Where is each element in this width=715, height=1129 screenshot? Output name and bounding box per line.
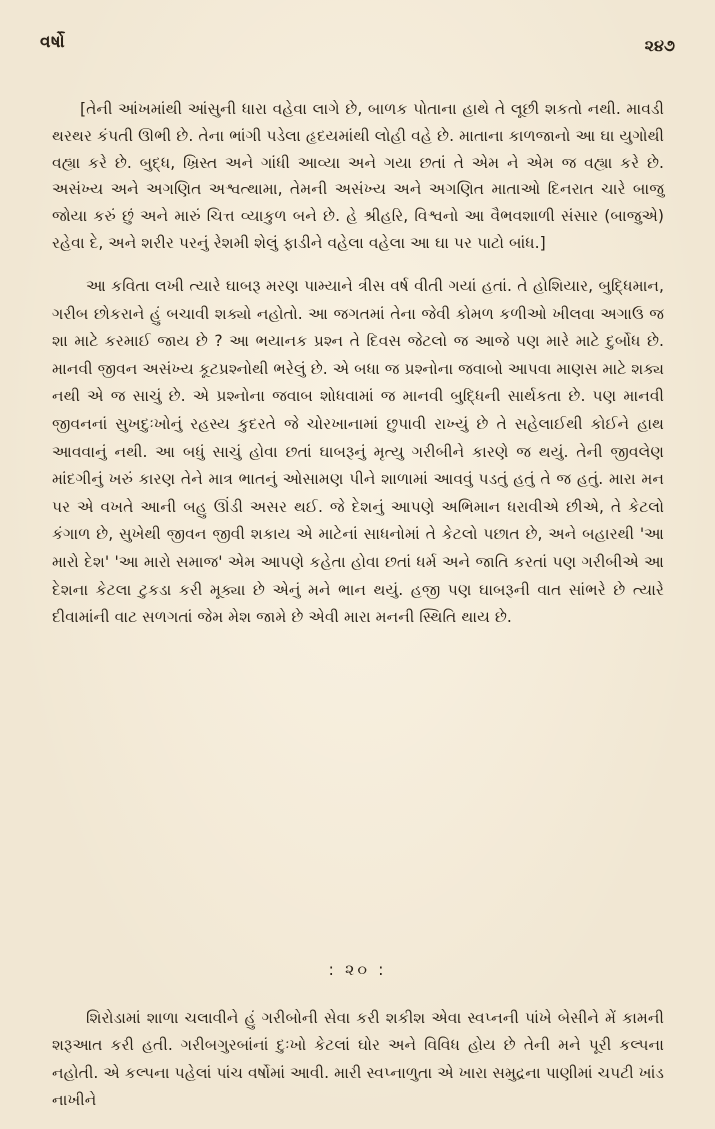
paragraph-section-start: શિરોડામાં શાળા ચલાવીને હું ગરીબોની સેવા કરી શકીશ એવા સ્વપ્નની પાંખે બેસીને મેં કામની શરૂઆત કરી હતી. ગરીબગુરબાંનાં દુઃખો કેટલાં ઘોર અને વિવિધ હોય છે તેની મને પૂરી કલ્પના નહોતી. એ કલ્પના પહેલાં પાંચ વર્ષોમાં આવી. મારી સ્વપ્નાળુતા એ ખારા સમુદ્રના પાણીમાં ચપટી ખાંડ નાખીને: [52, 1009, 664, 1110]
paragraph-reflection: આ કવિતા લખી ત્યારે ઘાબરૂ મરણ પામ્યાને ત્રીસ વર્ષ વીતી ગયાં હતાં. તે હોશિયાર, બુદ્ધિમાન, ગરીબ છોકરાને હું બચાવી શક્યો નહોતો. આ જગતમાં તેના જેવી કોમળ કળીઓ ખીલવા અગાઉ જ શા માટે કરમાઈ જાય છે ? આ ભયાનક પ્રશ્ન તે દિવસ જેટલો જ આજે પણ મારે માટે દુર્બોધ છે. માનવી જીવન અસંખ્ય કૂટપ્રશ્નોથી ભરેલું છે. એ બધા જ પ્રશ્નોના જવાબો આપવા માણસ માટે શક્ય નથી એ જ સાચું છે. એ પ્રશ્નોના જવાબ શોધવામાં જ માનવી બુદ્ધિની સાર્થકતા છે. પણ માનવી જીવનનાં સુખદુઃખોનું રહસ્ય કુદરતે જે ચોરખાનામાં છુપાવી રાખ્યું છે તે સહેલાઈથી કોઈને હાથ આવવાનું નથી. આ બધું સાચું હોવા છતાં ઘાબરૂનું મૃત્યુ ગરીબીને કારણે જ થયું. તેની જીવલેણ માંદગીનું ખરું કારણ તેને માત્ર ભાતનું ઓસામણ પીને શાળામાં આવવું પડતું હતું તે જ હતું. મારા મન પર એ વખતે આની બહુ ઊંડી અસર થઈ. જે દેશનું આપણે અભિમાન ધરાવીએ છીએ, તે કેટલો કંગાળ છે, સુખેથી જીવન જીવી શકાય એ માટેનાં સાધનોમાં તે કેટલો પછાત છે, અને બહારથી 'આ મારો દેશ' 'આ મારો સમાજ' એમ આપણે કહેતા હોવા છતાં ધર્મ અને જાતિ કરતાં પણ ગરીબીએ આ દેશના કેટલા ટુકડા કરી મૂક્યા છે એનું મને ભાન થયું. હજી પણ ઘાબરૂની વાત સાંભરે છે ત્યારે દીવામાંની વાટ સળગતાં જેમ મેશ જામે છે એવી મારા મનની સ્થિતિ થાય છે.: [52, 277, 664, 627]
paragraph-poem-translation: [તેની આંખમાંથી આંસુની ધારા વહેવા લાગે છે, બાળક પોતાના હાથે તે લૂછી શકતો નથી. માવડી થરથર કંપતી ઊભી છે. તેના ભાંગી પડેલા હૃદયમાંથી લોહી વહે છે. માતાના કાળજાનો આ ઘા યુગોથી વહ્યા કરે છે. બુદ્ધ, ખ્રિસ્ત અને ગાંધી આવ્યા અને ગયા છતાં તે એમ ને એમ જ વહ્યા કરે છે. અસંખ્ય અને અગણિત અશ્વત્થામા, તેમની અસંખ્ય અને અગણિત માતાઓ દિનરાત ચારે બાજુ જોયા કરું છું અને મારું ચિત્ત વ્યાકુળ બને છે. હે શ્રીહરિ, વિશ્વનો આ વૈભવશાળી સંસાર (બાજુએ) રહેવા દે, અને શરીર પરનું રેશમી શેલું ફાડીને વહેલા વહેલા આ ઘા પર પાટો બાંધ.]: [52, 100, 664, 252]
page-number: ૨૪૭: [644, 36, 675, 55]
running-head: વર્ષો: [40, 32, 66, 52]
page-header: [40, 32, 675, 62]
section-marker: : ૨૦ :: [328, 960, 387, 979]
